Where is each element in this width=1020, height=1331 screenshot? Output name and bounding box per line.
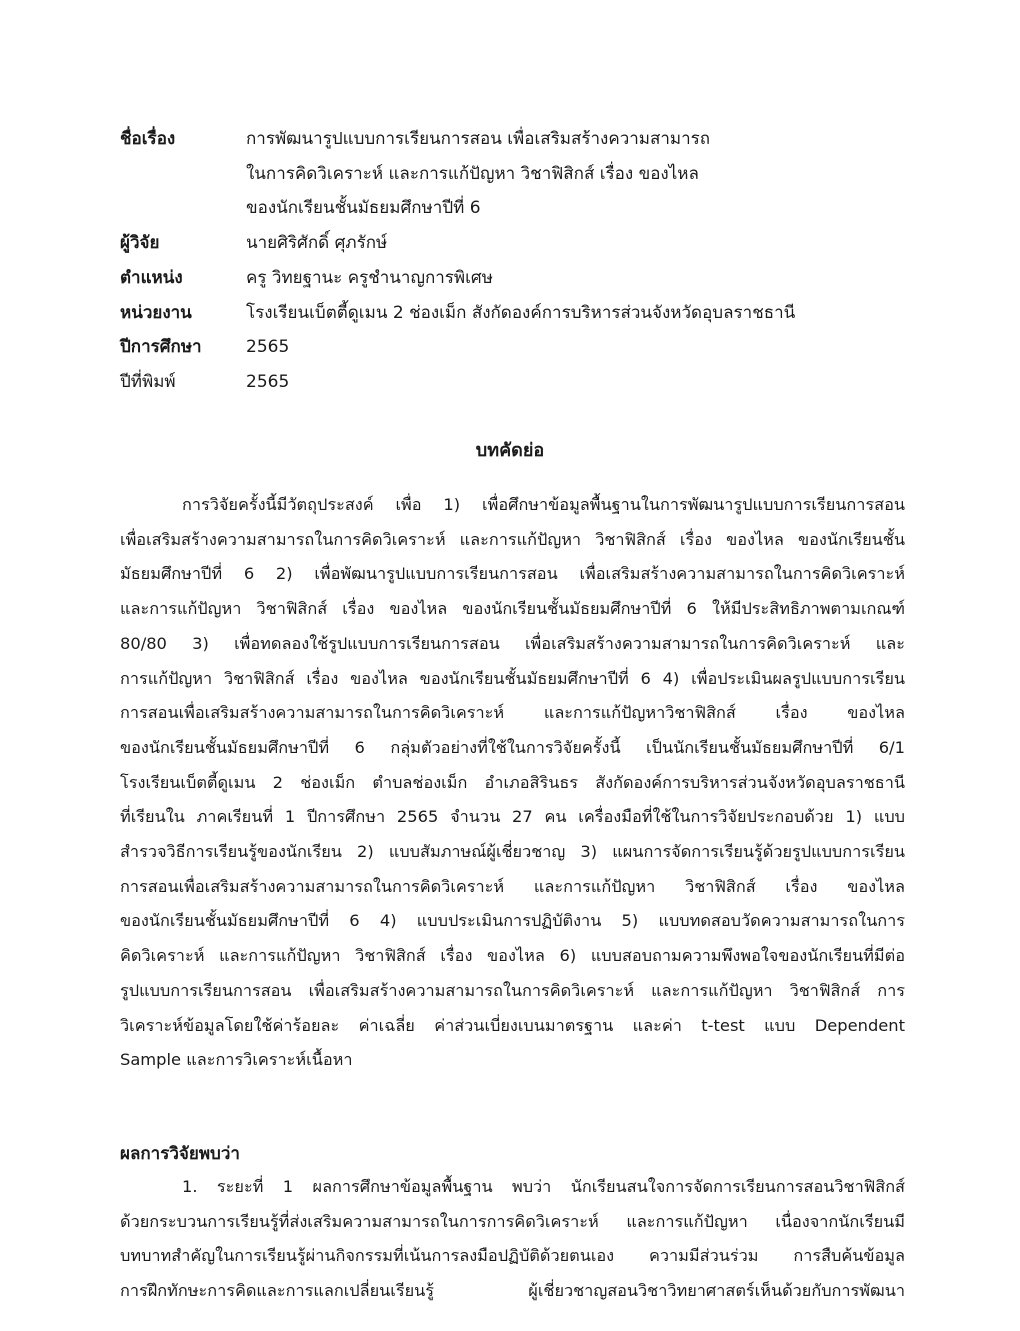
abstract-line: Sample และการวิเคราะห์เนื้อหา: [120, 1050, 353, 1070]
findings-section: [120, 1137, 905, 1172]
position-row: [120, 261, 920, 296]
title-line: การพัฒนารูปแบบการเรียนการสอน เพื่อเสริมสร้างความสามารถ: [246, 129, 711, 149]
researcher-value: นายศิริศักดิ์ ศุภรักษ์: [246, 233, 388, 254]
findings-line: 1. ระยะที่ 1 ผลการศึกษาข้อมูลพื้นฐาน พบว่า นักเรียนสนใจการจัดการเรียนการสอนวิชาฟิสิกส์: [182, 1177, 905, 1196]
researcher-label: ผู้วิจัย: [120, 233, 160, 254]
abstract-line: วิเคราะห์ข้อมูลโดยใช้ค่าร้อยละ ค่าเฉลี่ย ค่าส่วนเบี่ยงเบนมาตรฐาน และค่า t-test แบบ Dependent: [120, 1015, 905, 1035]
researcher-row: [120, 226, 920, 261]
academic-year-row: [120, 330, 920, 365]
findings-heading: ผลการวิจัยพบว่า: [120, 1144, 240, 1164]
findings-line: ด้วยกระบวนการเรียนรู้ที่ส่งเสริมความสามารถในการการคิดวิเคราะห์ และการแก้ปัญหา เนื่องจากนักเรียนมี: [120, 1211, 905, 1231]
publish-year-row: [120, 365, 920, 400]
abstract-line: ของนักเรียนชั้นมัธยมศึกษาปีที่ 6 4) แบบประเมินการปฏิบัติงาน 5) แบบทดสอบวัดความสามารถในการ: [120, 911, 905, 931]
abstract-title: บทคัดย่อ: [475, 440, 545, 461]
abstract-line: การสอนเพื่อเสริมสร้างความสามารถในการคิดวิเคราะห์ และการแก้ปัญหาวิชาฟิสิกส์ เรื่อง ของไหล: [120, 703, 905, 723]
abstract-line: 80/80 3) เพื่อทดลองใช้รูปแบบการเรียนการสอน เพื่อเสริมสร้างความสามารถในการคิดวิเคราะห์ และ: [120, 633, 905, 653]
academic-year-label: ปีการศึกษา: [120, 337, 202, 358]
abstract-line: รูปแบบการเรียนการสอน เพื่อเสริมสร้างความสามารถในการคิดวิเคราะห์ และการแก้ปัญหา วิชาฟิสิกส์ การ: [120, 980, 905, 1000]
publish-year-value: 2565: [246, 371, 290, 392]
position-label: ตำแหน่ง: [120, 267, 183, 288]
title-row: [120, 122, 920, 226]
abstract-paragraph: [120, 488, 905, 1078]
title-label: ชื่อเรื่อง: [120, 129, 176, 149]
abstract-line: ของนักเรียนชั้นมัธยมศึกษาปีที่ 6 กลุ่มตัวอย่างที่ใช้ในการวิจัยครั้งนี้ เป็นนักเรียนชั้นมัธยมศึกษาปีที่ 6/1: [120, 737, 905, 757]
abstract-line: โรงเรียนเบ็ตตี้ดูเมน 2 ช่องเม็ก ตำบลช่องเม็ก อำเภอสิรินธร สังกัดองค์การบริหารส่วนจังหวัดอุบลราชธานี: [120, 772, 905, 792]
agency-label: หน่วยงาน: [120, 302, 192, 323]
abstract-line: ที่เรียนใน ภาคเรียนที่ 1 ปีการศึกษา 2565 จำนวน 27 คน เครื่องมือที่ใช้ในการวิจัยประกอบด้วย 1) แบบ: [120, 807, 905, 827]
position-value: ครู วิทยฐานะ ครูชำนาญการพิเศษ: [246, 267, 493, 288]
title-line: ในการคิดวิเคราะห์ และการแก้ปัญหา วิชาฟิสิกส์ เรื่อง ของไหล: [246, 163, 699, 184]
publish-year-label: ปีที่พิมพ์: [120, 371, 176, 392]
abstract-line: คิดวิเคราะห์ และการแก้ปัญหา วิชาฟิสิกส์ เรื่อง ของไหล 6) แบบสอบถามความพึงพอใจของนักเรียนที่มีต่อ: [120, 946, 905, 966]
abstract-line: สำรวจวิธีการเรียนรู้ของนักเรียน 2) แบบสัมภาษณ์ผู้เชี่ยวชาญ 3) แผนการจัดการเรียนรู้ด้วยรูปแบบการเรียน: [120, 842, 905, 862]
findings-paragraph: [120, 1170, 905, 1309]
agency-value: โรงเรียนเบ็ตตี้ดูเมน 2 ช่องเม็ก สังกัดองค์การบริหารส่วนจังหวัดอุบลราชธานี: [246, 302, 796, 323]
findings-line: บทบาทสำคัญในการเรียนรู้ผ่านกิจกรรมที่เน้นการลงมือปฏิบัติด้วยตนเอง ความมีส่วนร่วม การสืบค้นข้อมูล: [120, 1246, 905, 1266]
agency-row: [120, 296, 920, 331]
abstract-line: เพื่อเสริมสร้างความสามารถในการคิดวิเคราะห์ และการแก้ปัญหา วิชาฟิสิกส์ เรื่อง ของไหล ของนักเรียนชั้น: [120, 529, 905, 549]
abstract-line: การวิจัยครั้งนี้มีวัตถุประสงค์ เพื่อ 1) เพื่อศึกษาข้อมูลพื้นฐานในการพัฒนารูปแบบการเรียนการสอน: [182, 495, 905, 514]
title-line: ของนักเรียนชั้นมัธยมศึกษาปีที่ 6: [246, 198, 481, 219]
abstract-line: มัธยมศึกษาปีที่ 6 2) เพื่อพัฒนารูปแบบการเรียนการสอน เพื่อเสริมสร้างความสามารถในการคิดวิเคราะห์: [120, 564, 905, 584]
abstract-line: การสอนเพื่อเสริมสร้างความสามารถในการคิดวิเคราะห์ และการแก้ปัญหา วิชาฟิสิกส์ เรื่อง ของไหล: [120, 876, 905, 896]
metadata-block: [120, 122, 920, 400]
abstract-line: การแก้ปัญหา วิชาฟิสิกส์ เรื่อง ของไหล ของนักเรียนชั้นมัธยมศึกษาปีที่ 6 4) เพื่อประเมินผลรูปแบบการเรียน: [120, 668, 905, 688]
abstract-line: และการแก้ปัญหา วิชาฟิสิกส์ เรื่อง ของไหล ของนักเรียนชั้นมัธยมศึกษาปีที่ 6 ให้มีประสิทธิภาพตามเกณฑ์: [120, 599, 905, 619]
academic-year-value: 2565: [246, 337, 290, 358]
findings-line: การฝึกทักษะการคิดและการแลกเปลี่ยนเรียนรู้ ผู้เชี่ยวชาญสอนวิชาวิทยาศาสตร์เห็นด้วยกับการพัฒนา: [120, 1281, 905, 1301]
title-value: [246, 122, 920, 226]
